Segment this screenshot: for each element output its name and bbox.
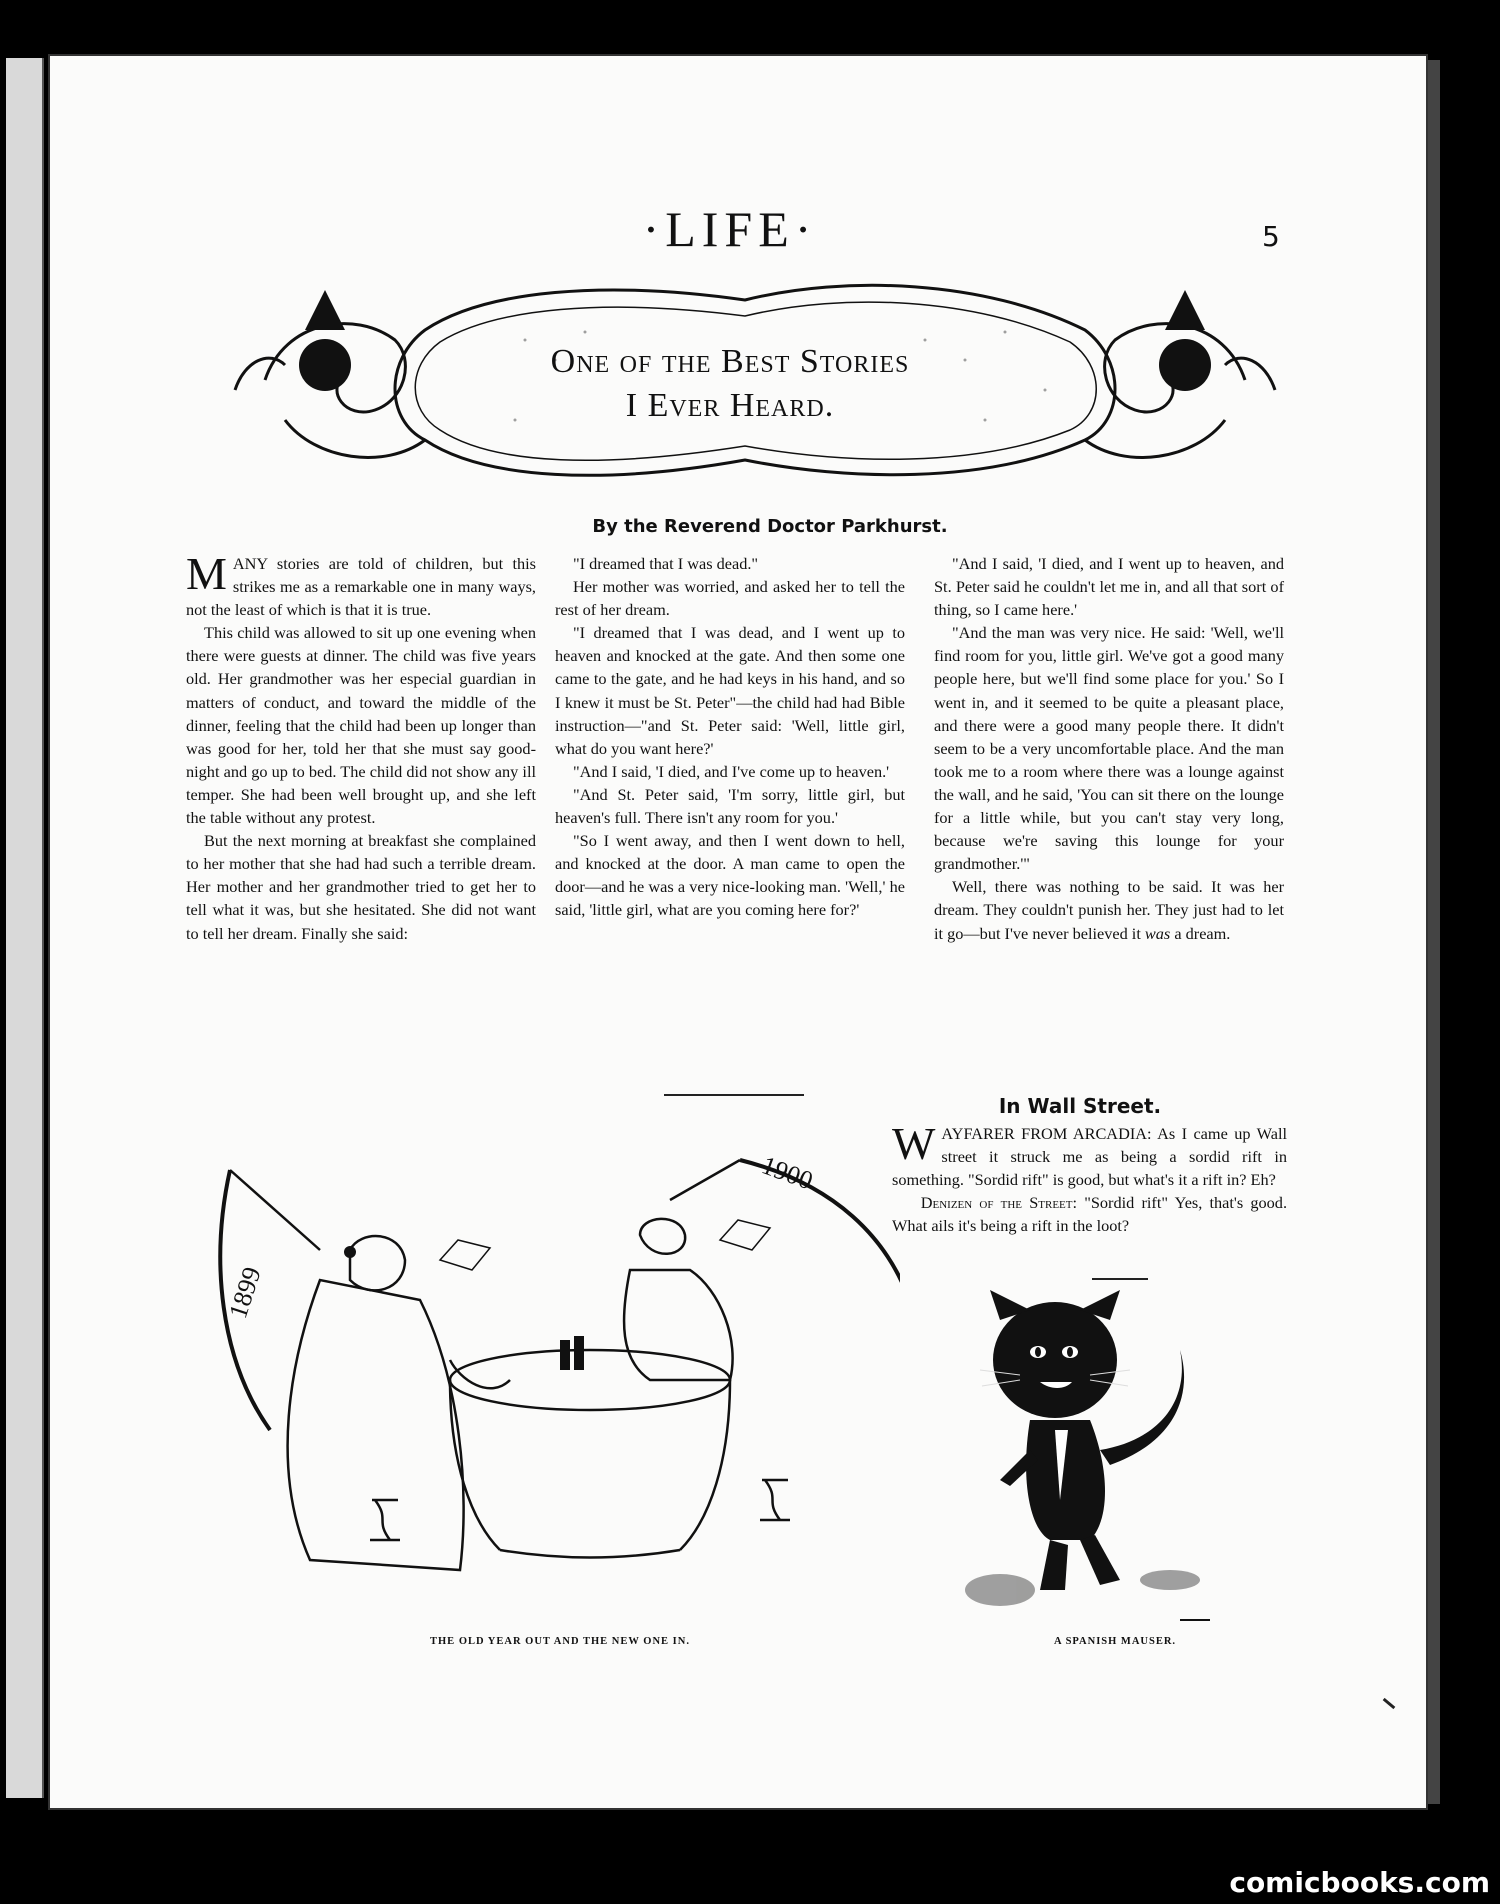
paragraph [934, 875, 1284, 944]
paragraph: "So I went away, and then I went down to hell, and knocked at the door. A man came to open the door—and he was a very nice-looking man. 'Well,' he said, 'little girl, what are you coming here for?' [555, 831, 905, 920]
paragraph-text: Well, there was nothing to be said. It was her dream. They couldn't punish her. They just had to let it go—but I've never believed it [934, 877, 1284, 943]
paragraph-text: a dream. [1170, 923, 1231, 943]
paragraph: "And the man was very nice. He said: 'Well, we'll find room for you, little girl. We've got a good many people here, but we'll find some place for you.' So I went in, and it seemed to be quite a pleasant place, and there were a good many people there. It didn't seem to be a very uncomfortable place. And the man took me to a room where there was a lounge against the wall, and he said, 'You can sit there on the lounge for a little while, but you can't stay very long, because we're saving this lounge for your grandmother.'" [934, 623, 1284, 874]
page-number: 5 [1262, 220, 1280, 253]
scythe-label-1900: 1900 [757, 1150, 817, 1196]
article-byline: By the Reverend Doctor Parkhurst. [592, 516, 948, 537]
section-divider [664, 1094, 804, 1096]
wall-street-end-rule [1092, 1278, 1148, 1280]
dialogue-line: : "Sordid rift" Yes, that's good. What ails it's being a rift in the loot? [892, 1193, 1288, 1236]
story-column-1 [186, 548, 536, 945]
drop-cap: M [186, 548, 227, 599]
article-title-line-1: One of the Best Stories [550, 343, 910, 380]
paragraph [186, 548, 536, 621]
masthead-title: ·LIFE· [642, 201, 818, 257]
paragraph: "And I said, 'I died, and I went up to heaven, and St. Peter said he couldn't let me in, and all that sort of thing, so I came here.' [934, 554, 1284, 620]
story-column-2 [555, 552, 905, 922]
paragraph: Her mother was worried, and asked her to tell the rest of her dream. [555, 577, 905, 620]
scythe-label-1899: 1899 [223, 1263, 267, 1322]
paragraph: "I dreamed that I was dead." [573, 554, 759, 573]
illustration-caption: A SPANISH MAUSER. [1053, 1636, 1177, 1647]
wall-street-title: In Wall Street. [998, 1094, 1162, 1118]
article-title [400, 340, 1060, 428]
wall-street-text [892, 1118, 1288, 1237]
spanish-mauser-cat-illustration [960, 1290, 1230, 1630]
article-title-line-2: I Ever Heard. [625, 387, 835, 424]
previous-page-edge [6, 58, 44, 1798]
paragraph: This child was allowed to sit up one evening when there were guests at dinner. The child was five years old. Her grandmother was her especial guardian in matters of conduct, and toward the middle of the dinner, feeling that the child had been up longer than was good for her, told her that she must say good-night and go up to bed. The child did not show any ill temper. She had been well brought up, and she left the table without any protest. [186, 623, 536, 828]
paragraph: "And St. Peter said, 'I'm sorry, little girl, but heaven's full. There isn't any room for you.' [555, 784, 905, 828]
site-watermark: comicbooks.com [1229, 1866, 1490, 1899]
dialogue-line: : As I came up Wall street it struck me as being a sordid rift in something. "Sordid rift" is good, but what's it a rift in? Eh? [892, 1124, 1287, 1190]
speaker-name: AYFARER FROM ARCADIA [941, 1124, 1148, 1143]
illustration-caption: THE OLD YEAR OUT AND THE NEW ONE IN. [430, 1636, 690, 1647]
old-year-new-year-illustration [200, 1140, 900, 1590]
paragraph: But the next morning at breakfast she complained to her mother that she had had such a terrible dream. Her mother and her grandmother tried to get her to tell what it was, but she hesitated. She did not want to tell her dream. Finally she said: [186, 831, 536, 943]
speaker-name: Denizen of the Street [920, 1193, 1073, 1213]
page-shadow-edge [1428, 60, 1440, 1804]
italic-word: was [1144, 923, 1171, 943]
paragraph: "I dreamed that I was dead, and I went up to heaven and knocked at the gate. And then some one came to the gate, and he had keys in his hand, and so I knew it must be St. Peter"—the child had had Bible instruction—"and St. Peter said: 'Well, little girl, what do you want here?' [555, 623, 905, 758]
paragraph-text: ANY stories are told of children, but this strikes me as a remarkable one in many ways, not the least of which is that it is true. [186, 554, 536, 620]
story-column-3 [934, 552, 1284, 945]
paragraph: "And I said, 'I died, and I've come up to heaven.' [573, 761, 890, 781]
drop-cap: W [892, 1118, 936, 1169]
